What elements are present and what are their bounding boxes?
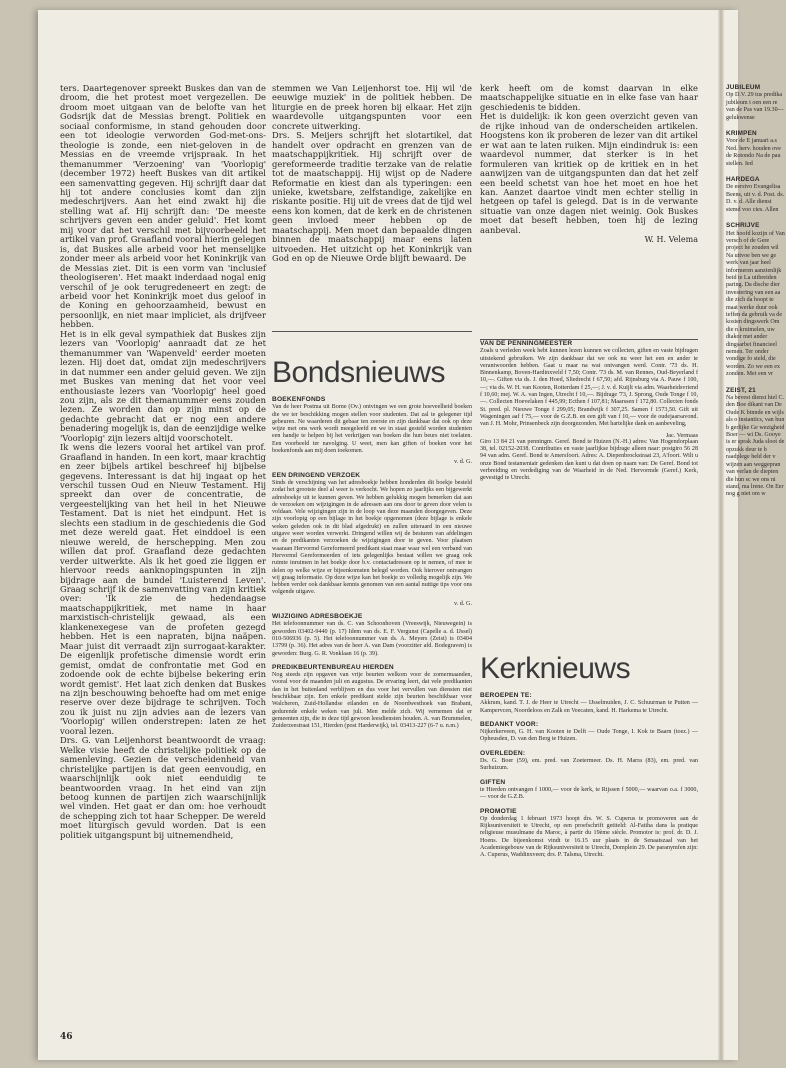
strip-text: De eerstvo Evangelisa Beens, uit v. d. Post. ds. D. v. d. Alle dienst stemd voo cies. Allen — [726, 184, 785, 213]
section-signature: Jac. Vermaas — [665, 431, 698, 439]
section-heading: BEDANKT VOOR: — [480, 720, 539, 728]
next-page-strip — [726, 84, 786, 1044]
strip-text: Op D.V. 29 tus predika jubileum t oen een re van de Pas van 19.30— gelukwense — [726, 92, 784, 121]
column-2-article — [272, 84, 472, 324]
section-text: Op donderdag 1 februari 1973 hoopt drs. W. S. Cuperus te promoveren aan de Rijksuniversiteit te Utrecht, op een proefschrift getiteld: Al-Fatiha dans la pratique religieuse musulmane du Maroc, à partir du 19ème siècle. Promotor is: prof. dr. D. J. Hoens. De bijeenkomst vindt te 16.15 uur plaats in de Senaatszaal van het Academiegebouw van de Rijksuniversiteit te Utrecht, Domplein 29. De paranymfen zijn: A. Cuperus, Waddinxveen; drs. P. Talsma, Utrecht. — [480, 815, 698, 859]
section-heading: WIJZIGING ADRESBOEKJE — [272, 613, 363, 621]
section-heading: BEROEPEN TE: — [480, 692, 532, 699]
magazine-page — [38, 10, 785, 1060]
section-signature: v. d. G. — [454, 599, 472, 607]
strip-text: Voor de E januari a.s Ned. herv. houden ove de Rotondo Na de pau stellen. Ied — [726, 138, 781, 167]
strip-heading: HARDEGA — [726, 176, 760, 184]
paragraph: ters. Daartegenover spreekt Buskes dan van de droom, die het protest moet vergezellen. De droom moet uitgaan van de belofte van het Godsrijk dat de Messias brengt. Politiek en sociaal conformisme, in stand gehouden door een tot ideologie verworden God-met-ons-theologie is zonde, een niet-geloven in de Messias en de vreemde vrijspraak. In het themanummer 'Verzoening' van 'Voorlopig' (december 1972) heeft Buskes van dit artikel een samenvatting gegeven. Hij schrijft daar dat hij tot andere conclusies komt dan zijn medeschrijvers. Aan het eind zwakt hij die stelling wat af. Hij schrijft dan: 'De meeste schrijvers geven een ander geluid'. Het komt mij voor dat het verschil met bijvoorbeeld het artikel van prof. Graafland vooral hierin gelegen is, dat Buskes alle arbeid voor het menselijke zonder meer als arbeid voor het Koninkrijk van de Messias ziet. Dit is een vorm van 'inclusief theologiseren'. Het maakt inderdaad nogal enig verschil of je ook terugredeneert en zegt: de arbeid voor het Koninkrijk moet dus geloof in de Koning en gehoorzaamheid, bewust en persoonlijk, en niet maar impliciet, als drijfveer hebben. — [60, 83, 266, 330]
column-3-article — [480, 84, 698, 332]
strip-text: Na bevest dienst hiel C. den Boe dikant van De Oude K binnde en wijls als o instantics, van hun b gerlijke Ge wezigheid Boer — wi Ds. Gooye is er sprak Juda sloot de opzukk deur te b raadplege held der v wijzen aan weggepran van verlan de diepten die hun sc we ons ni stand, ma lrene. On Eer nog g niet om w — [726, 395, 785, 498]
paragraph: kerk heeft om de komst daarvan in elke maatschappelijke situatie en in elke fase van haar geschiedenis te bidden. — [480, 83, 698, 112]
paragraph: stemmen we Van Leijenhorst toe. Hij wil 'de eeuwige muziek' in de politiek hebben. De liturgie en de preek horen bij elkaar. Het zijn waardevolle uitgangspunten voor een concrete uitwerking. — [272, 83, 472, 131]
kerknieuws-section — [480, 640, 698, 1030]
section-text: Nijkerkerveen, G. H. van Kooten te Delft — Oude Tonge, I. Kok te Baarn (toez.) — Opheusden, D. van den Berg te Huizen. — [480, 729, 698, 743]
paragraph: Ik wens die lezers vooral het artikel van prof. Graafland in handen. In een kort, maar krachtig en zeer bijbels artikel beschreef hij bijbelse gegevens. Interessant is dat hij ingaat op het verschil tussen Oud en Nieuw Testament. Hij spreekt dan over de concentratie, de vergeestelijking van het heil in het Nieuwe Testament. Dat is niet het eindpunt. Het is slechts een stadium in de geschiedenis die God met deze wereld gaat. Het einddoel is een nieuwe wereld, de herschepping. Men zou willen dat prof. Graafland deze gedachten verder uitwerkte. Als ik het goed zie liggen er hiervoor reeds aanknopingspunten in zijn bijdrage aan de bundel 'Luisterend Leven'. Graag schrijf ik de samenvatting van zijn kritiek over: 'Ik zie de hedendaagse maatschappijkritiek, met name in haar marxistisch-christelijk gewaad, als een klankenexegese van de profeten gezegd hebben. Het is een napraten, bijna naäpen. Maar juist dit verraadt zijn surrogaat-karakter. De eigenlijk profetische dimensie wordt erin gemist, omdat de confrontatie met God en zodoende ook de echte bijbelse bekering erin wordt gemist'. Het laat zich denken dat Buskes na zijn beschouwing behoefte had om met enige reserve over deze bijdrage te schrijven. Toch zou ik juist nu zijn advies aan de lezers van 'Voorlopig' willen onderstrepen: laten ze het vooral lezen. — [60, 442, 266, 736]
strip-heading: JUBILEUM — [726, 84, 761, 91]
section-heading: VAN DE PENNINGMEESTER — [480, 340, 573, 347]
section-signature: v. d. G. — [454, 458, 472, 466]
paragraph: Het is duidelijk: ik kon geen overzicht geven van de rijke inhoud van de onderscheiden artikelen. Hoogstens kon ik proberen de lezer van dit artikel er wat aan te laten ruiken. Mijn eindindruk is: een waardevol nummer, dat sterker is in het formuleren van kritiek op de kritiek en in het aanwijzen van de uitgangspunten dan dat het zelf een beeld schetst van hoe het moet en hoe het kan. Aanzet daartoe vindt men echter stellig in hetgeen op tafel is gelegd. Dat is in de verwante situatie van onze dagen niet weinig. Ook Buskes moet dat beseft hebben, toen hij de lezing aanbeval. — [480, 111, 698, 235]
section-heading: OVERLEDEN: — [480, 749, 526, 757]
section-heading: BOEKENFONDS — [272, 396, 326, 403]
strip-heading: ZEIST, 21 — [726, 386, 756, 394]
strip-heading: SCHRIJVE — [726, 222, 760, 230]
giro-text: Giro 13 84 21 van penningm. Geref. Bond te Huizen (N.-H.) adres: Van Hogendorplaan 38, tel. 02152-2038. Contributies en vaste jaarlijkse bijdrage alleen naar: postgiro 56 28 94 van adm. Geref. Bond te Amersfoort. Adres: A. Diepenbrockstraat 23, A'foort. Wilt u onze Bond testamentair gedenken dan kunt u dat doen op naam van: De Geref. Bond tot verbreiding en verdediging van de Waarheid in de Ned. Hervormde (Geref.) Kerk, gevestigd te Utrecht. — [480, 438, 698, 482]
strip-heading: KRIMPEN — [726, 130, 757, 138]
section-text: Van de heer Postma uit Borne (Ov.) ontvingen we een grote hoeveelheid boeken die we ter beschikking mogen stellen voor studenten. Dat zal te gelegener tijd gebeuren. Ne waarderen dit gebaar ten zeerste en zijn dankbaar dat ook op deze wijze met ons werk wordt meegeleefd en we in staat gesteld worden studenten een handje te helpen bij het verkrijgen van boeken die hun beurs niet toelaten. Een voorbeeld ter navolging. U weet, men kan giften of boeken voor het boekenfonds aan mij doen toekomen. — [272, 404, 472, 455]
author-signature: W. H. Velema — [644, 235, 698, 245]
section-text: Zoals u verleden week hebt kunnen lezen kunnen we collecten, giften en vaste bijdragen uitstekend gebruiken. We zijn dankbaar dat we ook nu weer het een en ander te verantwoorden hebben. Gaat u maar na wat ontvangen werd. Contr. '73 ds. H. Binnenkamp, Boven-Hardinxveld f 7,50; Contr. '73 ds. M. van Rennes, Oud-Beyerland f 10,—. Giften via ds. J. den Hoed, Sliedrecht f 67,50; afd. Rijnsburg via A. Pauw f 100,—; via ds. W. H. van Kooten, Rotterdam f 25,—; J. v. d. Kuijlt via adm. Waarheidsvriend f 10,60; mej. W. A. van Ingen, Utrecht f 10,—. Bijdrage '73, J. Sprong, Oude Tonge f 10,—. Collecten Hoevelaken f 445,99; Ecthen f 107,81; Maarssen f 172,80. Collecten fonds St. pred. pl. Nieuwe Tonge f 299,05; Brandwijk f 307,25. Samen f 1573,50. Gift uit Wageningen aaf f 75,— voor de G.Z.B. en een gift van f 10,— voor de oudejaarsavond. van J. H. Mohr, Prinsenbeck zijn doorgezonden. Met hartelijke dank en aanbeveling, — [480, 348, 698, 428]
section-text: te Hierden ontvangen f 1000,— voor de kerk, te Rijssen f 5000,— waarvan o.a. f 3000,— voor de G.Z.B. — [480, 786, 698, 801]
section-text: Ds. G. Boer (59), em. pred. van Zoetermeer. Ds. H. Marra (83), em. pred. van Surhuizum. — [480, 758, 698, 772]
bondsnieuws-title: Bondsnieuws — [272, 356, 445, 389]
penningmeester-section — [480, 340, 698, 590]
section-heading: PREDIKBEURTENBUREAU HIERDEN — [272, 663, 394, 671]
paragraph: Het is in elk geval sympathiek dat Buskes zijn lezers van 'Voorlopig' aanraadt dat ze het themanummer van 'Wapenveld' eerder moeten lezen. Hij doet dat, omdat zijn medeschrijvers in dat nummer een ander geluid geven. We zijn met Buskes van mening dat het voor veel enthousiaste lezers van 'Voorlopig' heel goed zou zijn, als ze dit themanummer eens zouden lezen. Ze worden dan op zijn minst op de gedachte gebracht dat er nog een andere benadering mogelijk is, dan de eenzijdige welke 'Voorlopig' zijn lezers altijd voorschotelt. — [60, 328, 266, 443]
paragraph: Drs. S. Meijers schrijft het slotartikel, dat handelt over opdracht en grenzen van de maatschappijkritiek. Hij schrijft over de gereformeerde traditie terzake van de relatie tot de maatschappij. Hij wijst op de Nadere Reformatie en kiest dan als typeringen: een unieke, kwetsbare, zelfstandige, zakelijke en riskante positie. Hij uit de vrees dat de tijd wel eens kon komen, dat de kerk en de christenen geen invloed meer hebben op de maatschappij. Men moet dan bepaalde dingen binnen de maatschappij maar eens laten uitvoeden. Het uitzicht op het Koninkrijk van God en op de Nieuwe Orde blijft bewaard. De — [272, 130, 472, 264]
page-gutter — [718, 10, 724, 1060]
section-text: Sinds de verschijning van het adresboekje hebben honderden dit boekje besteld zodat het grootste deel al weer is verkocht. We hopen zo jaarlijks een bijgewerkt adresboekje uit te kunnen geven. We hebben gelukkig mogen bemerken dat aan de verzoeken om wijzigingen in de adressen aan ons door te geven door velen is voldaan. Vele wijzigingen zijn in de loop van deze maanden doorgegeven. Deze zijn voorlopig op een bijlage in het boekje opgenomen (deze bijlage is enkele weken geleden ook in dit blad afgedrukt) en zullen uiteraard in een nieuwe uitgave weer worden verwerkt. Dringend willen wij de besturen van afdelingen en de predikanten verzoeken de wijzigingen door te geven. Voor plaatsen waaraan Hervormd Gereformeerd predikant staat maar waar wel een verband van Hervormd Gereformeerden of iets gelegenlijks bestaat willen we graag ook ruimte inruimen in het boekje door b.v. contactadressen op te nemen, of mee te delen op welke wijze er bijeenkomsten belegd worden. Ook hierover ontvangen wij graag informatie. Op deze wijze kan het boekje zo volledig mogelijk zijn. We hebben verder ook dankbaar kennis genomen van een aantal nuttige tips voor ons volgende uitgave. — [272, 479, 472, 596]
section-heading: PROMOTIE — [480, 807, 517, 815]
kerknieuws-title: Kerknieuws — [480, 652, 631, 685]
strip-text: Het hoofd kozijn of Van versch of de Gere project he zouden wil Na uitvoe ben we ge werk van jaar heel informeren aanzienlijk beid te La uitbreiden paring. Da dische dier investering van een aa die zich da hoopt te maat werke duur ook teffen da gebruik va de kosten dingswerk Om die n kruimelen, uw diakor met ander dingsarbei financieel nemen. Ter onder vondige fo steld, die worden. Zo we een ex zonden. Met een vr — [726, 230, 785, 378]
divider — [272, 331, 472, 332]
section-text: Nog steeds zijn opgaven van vrije beurten welkom voor de zomermaanden, vooral voor de maanden juli en augustus. De ervaring leert, dat vele predikanten dan in het buitenland verblijven en dus voor het vervullen van diensten niet beschikbaar zijn. Een enkele predikant stelde zijn beurten beschikbaar voor Walcheren, Zuid-Hollandse eilanden en de Noordwesthoek van Brabant, gedurende enkele weken van juli. Men melde zich. Wij vernemen dat er gemeenten zijn, die in deze tijd gewoon leesdiensten houden. A. van Brummelen, Zuiderzeestraat 151, Hierden (post Harderwijk), tel. 03413-227 (6-7 u. n.m.) — [272, 672, 472, 730]
bondsnieuws-section — [272, 336, 472, 1026]
section-text: Akkrum, kand. T. J. de Heer te Utrecht — IJsselmuiden, J. C. Schuurman te Putten — Kampervcen, Noordeloos en Zalk en Veecaten, kand. H. Harkema te Utrecht. — [480, 700, 698, 714]
page-number: 46 — [60, 1032, 73, 1042]
section-text: Het telefoonnummer van ds. C. van Schoonhoven (Vreeswijk, Nieuwegein) is geworden 03402-9440 (p. 17) Idem van ds. E. F. Vergunst (Capelle a. d. IJssel) 010-506936 (p. 5). Het telefoonnummer van ds. A. Meyers (Zeist) is 03404 13799 (p. 36). Het adres van de heer A. van Dam (voorzitter afd. Bodegraven) is geworden: Burg. G. R. Vonklaan 16 (p. 39). — [272, 621, 472, 657]
column-1 — [60, 84, 266, 1024]
section-heading: GIFTEN — [480, 778, 506, 786]
paragraph: Drs. G. van Leijenhorst beantwoordt de vraag: Welke visie heeft de christelijke politiek op de samenleving. Gezien de verscheidenheid van christelijke partijen is dat geen eenvoudig, en waarschijnlijk ook niet eenduidig te beantwoorden vraag. In het eind van zijn betoog kunnen de partijen zich waarschijnlijk wel vinden. Het gaat er dan om: hoe verhoudt de schepping zich tot haar Schepper. De wereld moet liturgisch gevuld worden. Dat is een politiek uitgangspunt bij uitnemendheid, — [60, 735, 266, 840]
section-heading: EEN DRINGEND VERZOEK — [272, 471, 361, 479]
